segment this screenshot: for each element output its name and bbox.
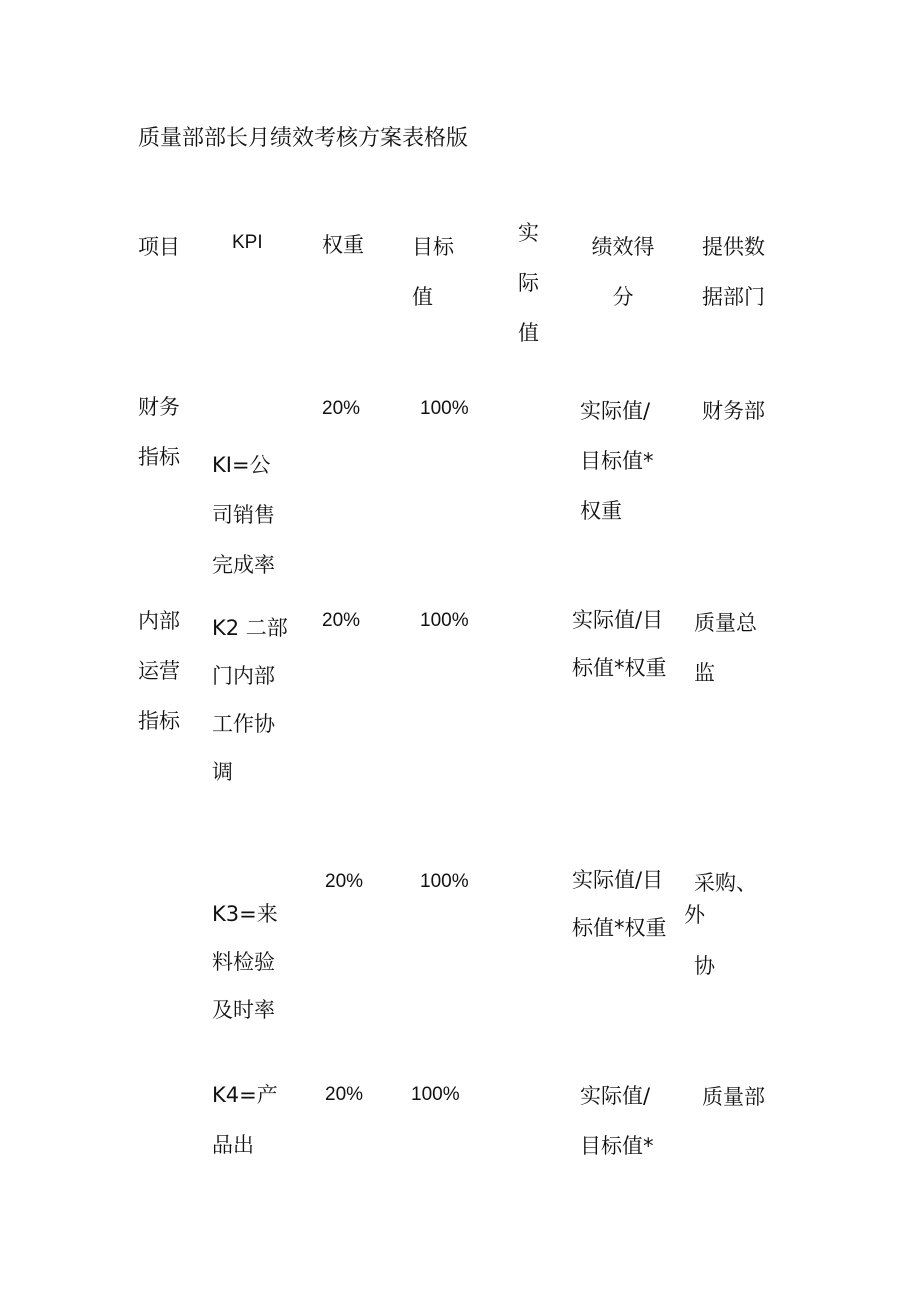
row3-score: 实际值/目 标值*权重 [572, 868, 667, 940]
row4-score: 实际值/ 目标值* [580, 1084, 654, 1158]
header-weight: 权重 [322, 233, 364, 257]
row1-weight: 20% [322, 398, 361, 419]
row3-dept-line2: 外 [684, 903, 705, 927]
row2-dept: 质量总 监 [694, 611, 757, 685]
document-title: 质量部部长月绩效考核方案表格版 [138, 126, 469, 151]
header-target: 目标 值 [412, 235, 454, 309]
row1-score: 实际值/ 目标值* 权重 [580, 399, 654, 523]
header-score: 绩效得 分 [591, 235, 655, 309]
row3-kpi: K3=来 料检验 及时率 [212, 902, 278, 1022]
row2-target: 100% [420, 610, 469, 631]
row4-dept: 质量部 [702, 1085, 765, 1109]
row3-weight: 20% [325, 871, 364, 892]
header-actual: 实 际 值 [518, 221, 539, 345]
row2-weight: 20% [322, 610, 361, 631]
row4-kpi: K4=产 品出 [212, 1083, 278, 1157]
row3-dept-line3: 协 [694, 954, 715, 978]
row1-kpi: KI=公 司销售 完成率 [212, 453, 275, 577]
row4-target: 100% [411, 1084, 460, 1105]
header-kpi: KPI [232, 232, 263, 253]
row4-weight: 20% [325, 1084, 364, 1105]
row1-dept: 财务部 [702, 399, 765, 423]
row2-kpi: K2 二部 门内部 工作协 调 [212, 616, 288, 784]
row1-target: 100% [420, 398, 469, 419]
row1-item: 财务 指标 [138, 395, 180, 469]
header-dept: 提供数 据部门 [702, 235, 765, 309]
row2-item: 内部 运营 指标 [138, 609, 180, 733]
row2-score: 实际值/目 标值*权重 [572, 608, 667, 680]
header-item: 项目 [138, 235, 180, 259]
row3-target: 100% [420, 871, 469, 892]
row3-dept-line1: 采购、 [694, 871, 757, 895]
